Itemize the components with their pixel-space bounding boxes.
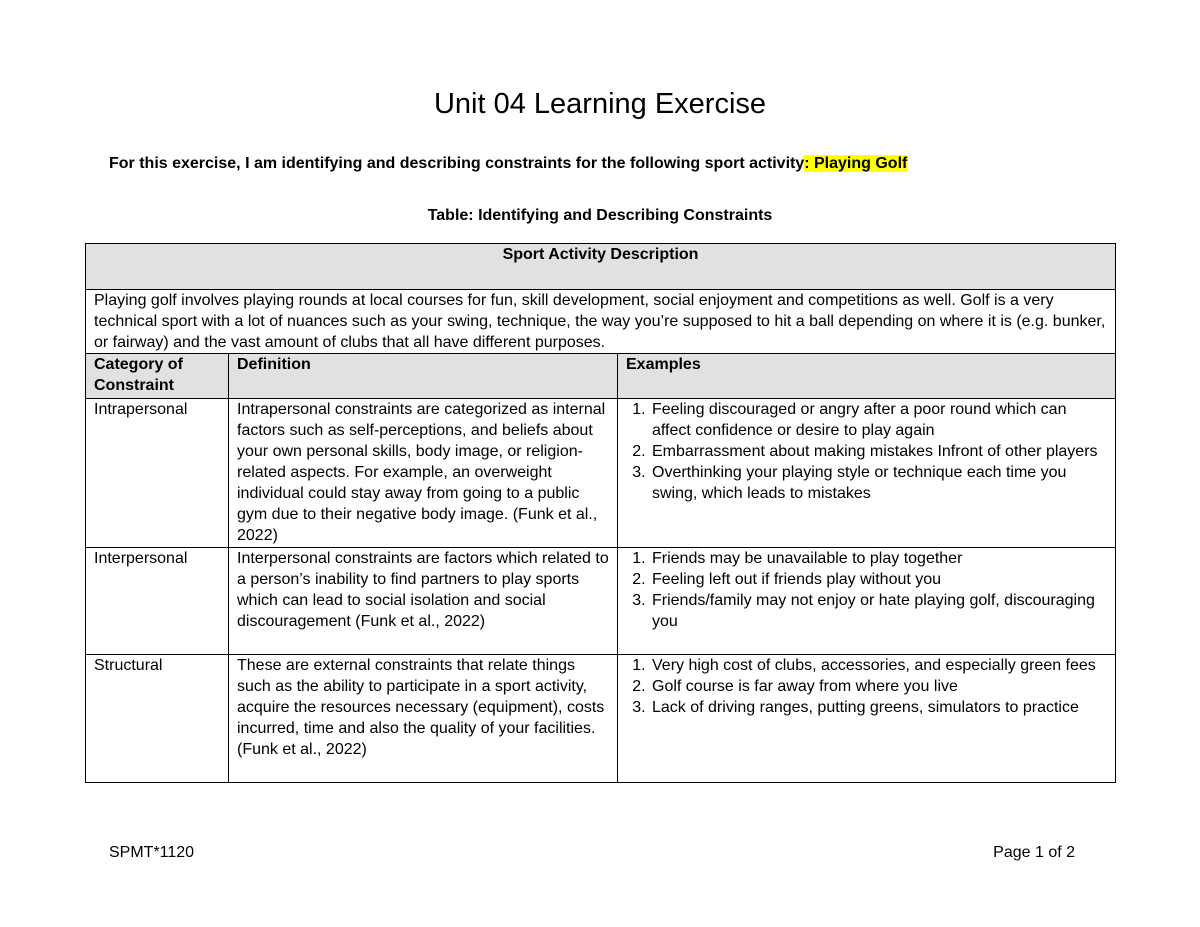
intro-highlight: : Playing Golf [804,155,908,172]
description-row [86,290,1116,354]
list-item: 1. Feeling discouraged or angry after a poor round which can affect confidence or desire to play again [650,399,1107,441]
section-header: Sport Activity Description [86,244,1116,290]
examples-list [626,399,1107,504]
examples-cell [618,548,1116,655]
examples-cell [618,655,1116,783]
list-item: 3. Lack of driving ranges, putting greens, simulators to practice [650,697,1107,718]
table-caption: Table: Identifying and Describing Constraints [427,207,773,224]
page-title: Unit 04 Learning Exercise [433,88,767,120]
list-item: 3. Friends/family may not enjoy or hate playing golf, discouraging you [650,590,1107,632]
list-item: 2. Golf course is far away from where you live [650,676,1107,697]
examples-list [626,655,1107,718]
definition-cell: Interpersonal constraints are factors which related to a person’s inability to find partners to play sports which can lead to social isolation and social discouragement (Funk et al., 2022) [229,548,618,655]
column-header-category: Category of Constraint [86,354,229,399]
footer-page-number: Page 1 of 2 [993,844,1075,861]
section-header-row [86,244,1116,290]
category-cell: Structural [86,655,229,783]
constraints-table [85,243,1116,783]
list-item: 1. Friends may be unavailable to play together [650,548,1107,569]
table-row [86,655,1116,783]
column-header-definition: Definition [229,354,618,399]
intro-prefix: For this exercise, I am identifying and describing constraints for the following sport activity [109,155,805,172]
column-header-examples: Examples [618,354,1116,399]
table-row [86,399,1116,548]
list-item: 1. Very high cost of clubs, accessories, and especially green fees [650,655,1107,676]
intro-statement [109,153,907,175]
list-item: 2. Feeling left out if friends play without you [650,569,1107,590]
examples-cell [618,399,1116,548]
definition-cell: Intrapersonal constraints are categorized as internal factors such as self-perceptions, and beliefs about your own personal skills, body image, or religion-related aspects. For example, an overweight individual could stay away from going to a public gym due to their negative body image. (Funk et al., 2022) [229,399,618,548]
column-header-row [86,354,1116,399]
activity-description: Playing golf involves playing rounds at local courses for fun, skill development, social enjoyment and competitions as well. Golf is a very technical sport with a lot of nuances such as your swing, technique, the way you’re supposed to hit a ball depending on where it is (e.g. bunker, or fairway) and the vast amount of clubs that all have different purposes. [86,290,1116,354]
list-item: 2. Embarrassment about making mistakes Infront of other players [650,441,1107,462]
table-row [86,548,1116,655]
category-cell: Intrapersonal [86,399,229,548]
category-cell: Interpersonal [86,548,229,655]
examples-list [626,548,1107,632]
definition-cell: These are external constraints that relate things such as the ability to participate in a sport activity, acquire the resources necessary (equipment), costs incurred, time and also the quality of your facilities. (Funk et al., 2022) [229,655,618,783]
footer-course-code: SPMT*1120 [109,844,195,861]
list-item: 3. Overthinking your playing style or technique each time you swing, which leads to mistakes [650,462,1107,504]
